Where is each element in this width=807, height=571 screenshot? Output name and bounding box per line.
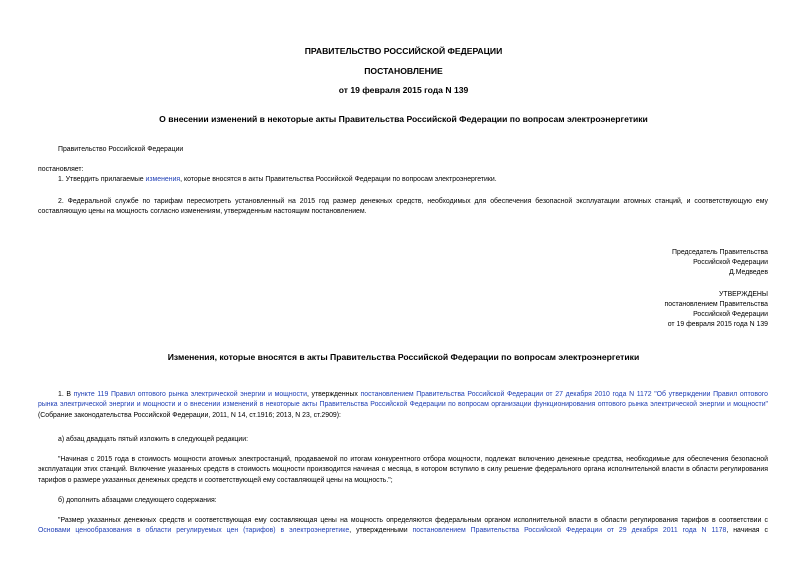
- subitem-a: а) абзац двадцать пятый изложить в следующей редакции:: [58, 436, 248, 443]
- pricing-basics-link[interactable]: Основами ценообразования в области регулируемых цен (тарифов) в электроэнергетике: [38, 527, 350, 534]
- changes-title: Изменения, которые вносятся в акты Правительства Российской Федерации по вопросам электроэнергетики: [167, 352, 640, 362]
- approved-country: Российской Федерации: [693, 311, 768, 318]
- rules-point-119-link[interactable]: пункте 119 Правил оптового рынка электрической энергии и мощности: [73, 391, 307, 398]
- signature-country: Российской Федерации: [693, 259, 768, 266]
- item-1: 1. Утвердить прилагаемые изменения, которые вносятся в акты Правительства Российской Федерации по вопросам электроэнергетики.: [58, 176, 497, 183]
- changes-paragraph-1: 1. В пункте 119 Правил оптового рынка электрической энергии и мощности, утвержденных постановлением Правительства Российской Федерации от 27 декабря 2010 года N 1172 "Об утверждении Правил оптового рынка электрической энергии и мощности и о внесении изменений в некоторые акты Правительства Российской Федерации по вопросам организации функционирования оптового рынка электрической энергии и мощности" (Собрание законодательства Российской Федерации, 2011, N 14, ст.1916; 2013, N 23, ст.2909):: [38, 391, 768, 419]
- signature-position: Председатель Правительства: [672, 249, 768, 256]
- quote-paragraph-1: "Начиная с 2015 года в стоимость мощности атомных электростанций, продаваемой по итогам конкурентного отбора мощности, подлежат включению денежные средства, необходимые для обеспечения безопасной эксплуатации этих станций. Включение указанных средств в стоимость мощности производится начиная с месяца, в котором вступило в силу решение федерального органа исполнительной власти в области регулирования тарифов о размере указанных денежных средств и соответствующей ему составляющей цены на мощность.";: [38, 456, 768, 484]
- resolution-1178-link[interactable]: постановлением Правительства Российской Федерации от 29 декабря 2011 года N 1178: [412, 527, 727, 534]
- preamble: Правительство Российской Федерации: [58, 146, 184, 153]
- document-title: О внесении изменений в некоторые акты Правительства Российской Федерации по вопросам электроэнергетики: [159, 114, 648, 124]
- approved-date: от 19 февраля 2015 года N 139: [667, 321, 768, 328]
- document-date-number: от 19 февраля 2015 года N 139: [338, 85, 469, 95]
- government-heading: ПРАВИТЕЛЬСТВО РОССИЙСКОЙ ФЕДЕРАЦИИ: [304, 46, 503, 56]
- quote-paragraph-2-line-2: Основами ценообразования в области регулируемых цен (тарифов) в электроэнергетике, утвержденными постановлением Правительства Российской Федерации от 29 декабря 2011 года N 1178, начиная с: [38, 527, 768, 534]
- resolution-1172-link[interactable]: постановлением Правительства Российской Федерации от 27 декабря 2010 года N 1172 "Об утверждении Правил оптового рынка электрической энергии и мощности и о внесении изменений в некоторые акты Правительства Российской Федерации по вопросам организации функционирования оптового рынка электрической энергии и мощности": [38, 391, 768, 409]
- item-2: 2. Федеральной службе по тарифам пересмотреть установленный на 2015 год размер денежных средств, необходимых для обеспечения безопасной эксплуатации атомных станций, и соответствующую ему составляющую цены на мощность согласно изменениям, утвержденным настоящим постановлением.: [38, 198, 768, 216]
- signature-name: Д.Медведев: [729, 269, 768, 276]
- subitem-b: б) дополнить абзацами следующего содержания:: [58, 497, 217, 504]
- approved-label: УТВЕРЖДЕНЫ: [719, 291, 768, 298]
- quote-paragraph-2-line-1: "Размер указанных денежных средств и соответствующая ему составляющая цены на мощность определяются федеральным органом исполнительной власти в области регулирования тарифов в соответствии с: [58, 517, 768, 524]
- changes-link[interactable]: изменения: [145, 176, 181, 183]
- decrees-word: постановляет:: [38, 166, 84, 173]
- document-type: ПОСТАНОВЛЕНИЕ: [364, 66, 443, 76]
- approved-by: постановлением Правительства: [664, 301, 768, 308]
